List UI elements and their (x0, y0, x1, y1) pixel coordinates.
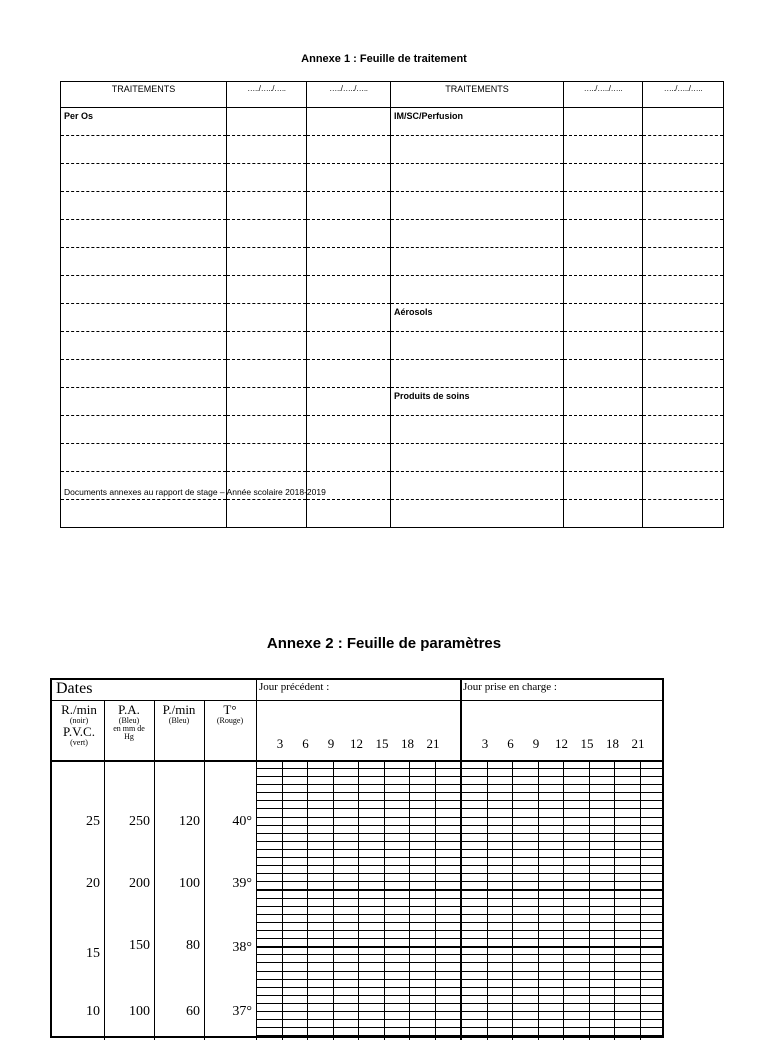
t-color: (Rouge) (216, 715, 244, 725)
scale-value-pa: 100 (129, 1004, 150, 1019)
scale-value-pa: 200 (129, 876, 150, 891)
scale-value-t: 38° (232, 940, 252, 955)
treatment-cell (391, 444, 564, 472)
grid-line (256, 825, 662, 826)
treatment-cell (307, 220, 391, 248)
treatment-cell (564, 360, 643, 388)
treatment-cell (227, 332, 307, 360)
treatment-cell (391, 500, 564, 528)
treatment-row (61, 500, 724, 528)
treatment-cell (307, 416, 391, 444)
hour-label: 12 (350, 736, 363, 751)
treatment-cell (61, 444, 227, 472)
treatment-cell (61, 388, 227, 416)
grid-line (104, 700, 105, 1040)
treatment-cell (564, 444, 643, 472)
treatment-cell (564, 388, 643, 416)
grid-line (256, 1027, 662, 1028)
scale-value-r: 20 (86, 876, 100, 891)
col-pmin-header (154, 703, 204, 725)
scale-value-t: 39° (232, 876, 252, 891)
treatment-header-row (61, 82, 724, 108)
scale-value-r: 15 (86, 946, 100, 961)
hour-label: 18 (401, 736, 414, 751)
grid-line (563, 760, 564, 1040)
scale-value-r: 10 (86, 1004, 100, 1019)
treatment-cell (307, 192, 391, 220)
treatment-cell (564, 304, 643, 332)
treatment-cell (61, 136, 227, 164)
grid-line (256, 873, 662, 874)
treatment-row (61, 108, 724, 136)
hour-label: 9 (532, 736, 540, 751)
grid-line (256, 930, 662, 931)
treatment-row (61, 276, 724, 304)
treatment-cell (227, 416, 307, 444)
pmin-label: P./min (162, 702, 196, 717)
treatment-cell (61, 500, 227, 528)
grid-line (256, 995, 662, 996)
annexe1-footer: Documents annexes au rapport de stage – Année scolaire 2018-2019 (64, 487, 326, 497)
treatment-cell (391, 192, 564, 220)
rmin-color: (noir) (69, 715, 89, 725)
treatment-row (61, 360, 724, 388)
treatment-cell (564, 220, 643, 248)
treatment-cell (643, 192, 724, 220)
grid-line (256, 857, 662, 858)
grid-line (256, 841, 662, 842)
section-per-os: Per Os (61, 108, 227, 136)
grid-line (256, 680, 257, 1040)
grid-line (256, 914, 662, 915)
grid-line (589, 760, 590, 1040)
hour-label: 12 (555, 736, 568, 751)
jour-prise-en-charge-label: Jour prise en charge : (463, 681, 557, 693)
grid-line (256, 776, 662, 777)
grid-line (256, 889, 662, 891)
treatment-cell (564, 276, 643, 304)
grid-line (256, 922, 662, 923)
treatment-cell (643, 472, 724, 500)
treatment-cell (643, 360, 724, 388)
treatment-cell (643, 416, 724, 444)
grid-line (256, 792, 662, 793)
grid-line (256, 906, 662, 907)
grid-line (282, 760, 283, 1040)
grid-line (409, 760, 410, 1040)
annexe1-title: Annexe 1 : Feuille de traitement (301, 53, 467, 65)
header-date-3: …../…../….. (564, 82, 643, 108)
grid-line (487, 760, 488, 1040)
scale-value-p: 100 (179, 876, 200, 891)
pmin-color: (Bleu) (168, 715, 190, 725)
treatment-table (60, 81, 724, 528)
hour-label: 15 (580, 736, 594, 751)
grid-line (333, 760, 334, 1040)
treatment-cell (227, 388, 307, 416)
grid-line (204, 700, 205, 1040)
rmin-label: R./min (61, 702, 97, 717)
header-traitements-left: TRAITEMENTS (61, 82, 227, 108)
pvc-label: P.V.C. (63, 724, 95, 740)
treatment-cell (61, 360, 227, 388)
dates-label: Dates (56, 680, 93, 697)
treatment-cell (643, 388, 724, 416)
grid-line (307, 760, 308, 1040)
grid-line (460, 680, 462, 1040)
treatment-row (61, 444, 724, 472)
treatment-row (61, 164, 724, 192)
treatment-cell (391, 220, 564, 248)
treatment-cell (307, 500, 391, 528)
treatment-cell (227, 220, 307, 248)
pvc-color: (vert) (70, 737, 88, 747)
treatment-row (61, 220, 724, 248)
treatment-cell (227, 276, 307, 304)
grid-line (256, 962, 662, 963)
treatment-cell (643, 304, 724, 332)
scale-value-t: 37° (232, 1004, 252, 1019)
scale-value-r: 25 (86, 814, 100, 829)
treatment-cell (61, 304, 227, 332)
treatment-cell (307, 276, 391, 304)
scale-value-p: 80 (186, 938, 200, 953)
grid-line (256, 954, 662, 955)
treatment-cell (564, 248, 643, 276)
section-label-right: Aérosols (391, 304, 564, 332)
annexe2-title: Annexe 2 : Feuille de paramètres (266, 635, 502, 652)
treatment-row (61, 248, 724, 276)
treatment-cell (564, 416, 643, 444)
hour-label: 3 (276, 736, 284, 751)
treatment-cell (643, 220, 724, 248)
grid-line (512, 760, 513, 1040)
treatment-cell (643, 164, 724, 192)
treatment-row (61, 192, 724, 220)
treatment-row (61, 304, 724, 332)
treatment-cell (391, 164, 564, 192)
grid-line (52, 760, 662, 762)
treatment-cell (227, 500, 307, 528)
treatment-cell (307, 360, 391, 388)
treatment-cell (564, 332, 643, 360)
treatment-cell (391, 416, 564, 444)
treatment-cell (227, 360, 307, 388)
pa-unit-hg: Hg (124, 732, 134, 742)
treatment-cell (61, 276, 227, 304)
treatment-cell (391, 332, 564, 360)
grid-line (256, 865, 662, 866)
grid-line (256, 938, 662, 939)
grid-line (256, 979, 662, 980)
treatment-cell (307, 388, 391, 416)
treatment-cell (307, 136, 391, 164)
treatment-cell (643, 248, 724, 276)
hour-label: 6 (507, 736, 514, 751)
grid-line (256, 833, 662, 834)
treatment-cell (564, 108, 643, 136)
treatment-cell (307, 332, 391, 360)
treatment-cell (227, 108, 307, 136)
treatment-cell (643, 444, 724, 472)
treatment-row (61, 388, 724, 416)
scale-value-t: 40° (232, 814, 252, 829)
hour-label: 3 (481, 736, 489, 751)
pa-label: P.A. (118, 702, 140, 717)
treatment-cell (564, 164, 643, 192)
treatment-cell (391, 136, 564, 164)
grid-line (256, 808, 662, 809)
treatment-cell (227, 136, 307, 164)
grid-line (256, 768, 662, 769)
grid-line (256, 800, 662, 801)
treatment-cell (643, 136, 724, 164)
scale-value-pa: 250 (129, 814, 150, 829)
hour-label: 15 (375, 736, 389, 751)
treatment-cell (643, 276, 724, 304)
grid-line (256, 971, 662, 972)
treatment-cell (564, 136, 643, 164)
treatment-cell (227, 304, 307, 332)
col-rmin-header (52, 703, 106, 747)
grid-line (256, 898, 662, 899)
treatment-cell (643, 332, 724, 360)
scale-value-pa: 150 (129, 938, 150, 953)
treatment-cell (643, 108, 724, 136)
hour-label: 9 (327, 736, 335, 751)
hour-label: 18 (606, 736, 619, 751)
grid-line (435, 760, 436, 1040)
grid-line (640, 760, 641, 1040)
grid-line (256, 784, 662, 785)
treatment-cell (391, 248, 564, 276)
jour-precedent-label: Jour précédent : (259, 681, 330, 693)
treatment-cell (61, 220, 227, 248)
treatment-cell (227, 164, 307, 192)
grid-line (256, 946, 662, 948)
treatment-cell (227, 192, 307, 220)
treatment-cell (564, 472, 643, 500)
grid-line (384, 760, 385, 1040)
hour-label: 6 (302, 736, 309, 751)
parameters-chart (50, 678, 664, 1038)
scale-value-p: 60 (186, 1004, 200, 1019)
header-date-2: …../…../….. (307, 82, 391, 108)
grid-line (256, 817, 662, 818)
grid-line (256, 881, 662, 882)
grid-line (358, 760, 359, 1040)
treatment-cell (307, 164, 391, 192)
treatment-cell (61, 416, 227, 444)
treatment-cell (227, 444, 307, 472)
treatment-cell (307, 304, 391, 332)
treatment-cell (61, 164, 227, 192)
header-traitements-right: TRAITEMENTS (391, 82, 564, 108)
grid-line (614, 760, 615, 1040)
treatment-cell (643, 500, 724, 528)
hour-label: 21 (426, 736, 440, 751)
treatment-cell (307, 248, 391, 276)
pa-color: (Bleu) (118, 715, 140, 725)
treatment-cell (564, 500, 643, 528)
col-t-header (204, 703, 256, 725)
pa-unit: en mm de (113, 724, 145, 734)
header-date-4: …../…../….. (643, 82, 724, 108)
header-date-1: …../…../….. (227, 82, 307, 108)
scale-value-p: 120 (179, 814, 200, 829)
grid-line (256, 849, 662, 850)
grid-line (154, 700, 155, 1040)
treatment-cell (391, 360, 564, 388)
treatment-cell (61, 248, 227, 276)
section-label-right: Produits de soins (391, 388, 564, 416)
section-label-right: IM/SC/Perfusion (391, 108, 564, 136)
grid-line (256, 1035, 662, 1036)
hour-label: 21 (631, 736, 645, 751)
treatment-cell (61, 192, 227, 220)
treatment-cell (227, 248, 307, 276)
grid-line (52, 700, 662, 701)
treatment-row (61, 416, 724, 444)
treatment-cell (61, 332, 227, 360)
grid-line (256, 1019, 662, 1020)
treatment-row (61, 332, 724, 360)
treatment-cell (307, 444, 391, 472)
t-label: T° (223, 702, 237, 717)
treatment-cell (307, 108, 391, 136)
grid-line (256, 1003, 662, 1004)
grid-line (538, 760, 539, 1040)
grid-line (256, 987, 662, 988)
treatment-cell (564, 192, 643, 220)
treatment-row (61, 136, 724, 164)
grid-line (256, 1011, 662, 1012)
treatment-cell (391, 472, 564, 500)
treatment-cell (391, 276, 564, 304)
col-pa-header (104, 703, 154, 742)
